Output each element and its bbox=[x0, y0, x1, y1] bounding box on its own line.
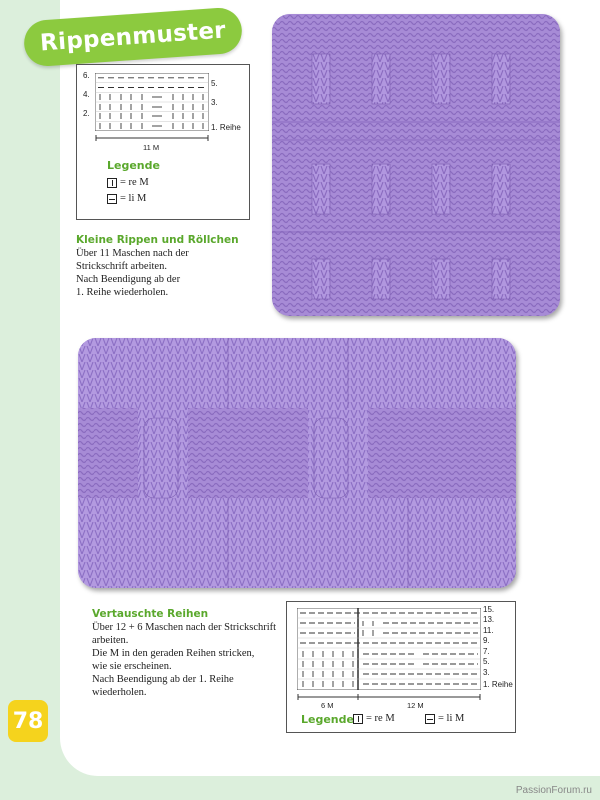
chart1-row-label-2: 2. bbox=[83, 109, 90, 118]
knit-texture-1 bbox=[272, 14, 560, 316]
chart-box-1 bbox=[76, 64, 250, 220]
pattern1-line: 1. Reihe wiederholen. bbox=[76, 287, 169, 298]
chart2-legend-purl bbox=[425, 713, 464, 724]
chart1-row-label-6: 6. bbox=[83, 71, 90, 80]
pattern2-heading: Vertauschte Reihen bbox=[92, 608, 209, 620]
pattern1-line: Über 11 Maschen nach der bbox=[76, 248, 189, 259]
knit-stitch-symbol-icon bbox=[353, 714, 363, 724]
pattern1-line: Strickschrift arbeiten. bbox=[76, 261, 167, 272]
page-number: 78 bbox=[12, 708, 44, 734]
pattern2-line: arbeiten. bbox=[92, 635, 129, 646]
chart-box-2 bbox=[286, 601, 516, 733]
pattern2-line: wie sie erscheinen. bbox=[92, 661, 172, 672]
chart2-legend-knit bbox=[353, 713, 395, 724]
knit-stitch-symbol-icon bbox=[107, 178, 117, 188]
chart2-width-label-12m: 12 M bbox=[407, 701, 424, 710]
chart1-legend-knit-label: = re M bbox=[120, 177, 149, 188]
chart2-legend-knit-label: = re M bbox=[366, 713, 395, 724]
chart1-row-label-4: 4. bbox=[83, 90, 90, 99]
pattern2-line: Die M in den geraden Reihen stricken, bbox=[92, 648, 255, 659]
chart2-width-bracket bbox=[297, 694, 481, 700]
chart2-row-label-9: 9. bbox=[483, 636, 490, 645]
purl-stitch-symbol-icon bbox=[107, 194, 117, 204]
pattern1-line: Nach Beendigung ab der bbox=[76, 274, 181, 285]
chart1-row-label-5: 5. bbox=[211, 79, 218, 88]
stitch-chart-2 bbox=[297, 608, 481, 690]
pattern1-heading: Kleine Rippen und Röllchen bbox=[76, 234, 239, 246]
chart1-row-label-1: 1. Reihe bbox=[211, 123, 241, 132]
chart2-row-label-11: 11. bbox=[483, 626, 494, 635]
chart2-row-label-13: 13. bbox=[483, 615, 495, 624]
purl-stitch-symbol-icon bbox=[425, 714, 435, 724]
knit-texture-2 bbox=[78, 338, 516, 588]
chart2-row-label-7: 7. bbox=[483, 647, 490, 656]
chart2-row-label-5: 5. bbox=[483, 657, 490, 666]
chart2-width-label-6m: 6 M bbox=[321, 701, 334, 710]
chart1-row-label-3: 3. bbox=[211, 98, 218, 107]
pattern2-line: Über 12 + 6 Maschen nach der Strickschrift bbox=[92, 622, 277, 633]
chart1-legend-purl bbox=[107, 193, 146, 204]
stitch-chart-1 bbox=[95, 73, 209, 131]
pattern2-line: wiederholen. bbox=[92, 687, 147, 698]
page-number-badge bbox=[8, 700, 48, 742]
chart2-row-label-15: 15. bbox=[483, 605, 495, 614]
chart1-width-label: 11 M bbox=[143, 143, 160, 152]
chart1-legend-knit bbox=[107, 177, 149, 188]
watermark: PassionForum.ru bbox=[515, 785, 592, 796]
chart1-legend-title: Legende bbox=[107, 159, 160, 172]
pattern2-line: Nach Beendigung ab der 1. Reihe bbox=[92, 674, 234, 685]
chart2-row-label-3: 3. bbox=[483, 668, 490, 677]
page-title: Rippenmuster bbox=[39, 17, 227, 57]
chart2-legend-purl-label: = li M bbox=[438, 713, 465, 724]
chart1-legend-purl-label: = li M bbox=[120, 193, 147, 204]
chart1-width-bracket bbox=[95, 135, 209, 141]
chart2-row-label-1: 1. Reihe bbox=[483, 680, 513, 689]
chart2-legend-title: Legende bbox=[301, 713, 354, 726]
pattern2-description bbox=[92, 608, 276, 699]
knit-sample-photo-1 bbox=[272, 14, 560, 316]
pattern1-description bbox=[76, 234, 239, 299]
knit-sample-photo-2 bbox=[78, 338, 516, 588]
